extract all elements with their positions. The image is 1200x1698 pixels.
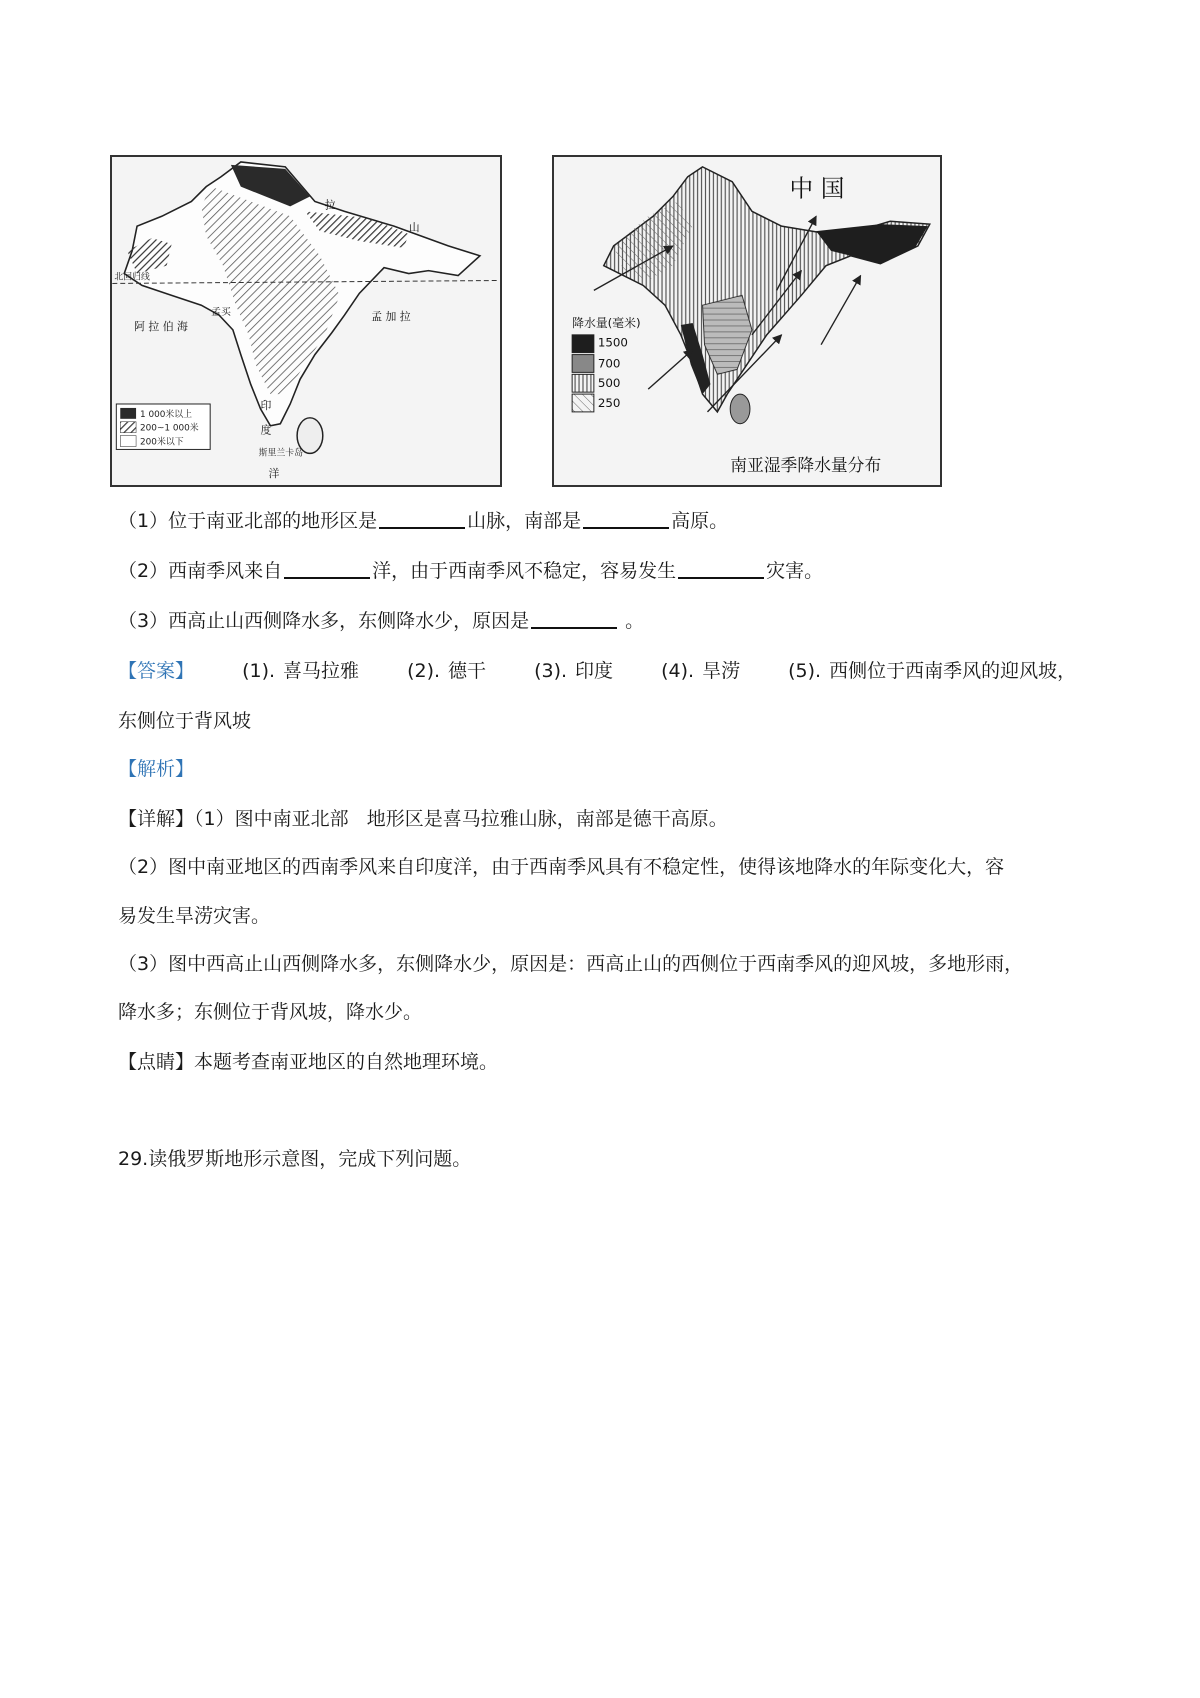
label-tropic: 北回归线 <box>114 272 150 283</box>
label-mengmai: 孟买 <box>211 307 231 319</box>
detail-2a: （2）图中南亚地区的西南季风来自印度洋，由于西南季风具有不稳定性，使得该地降水的年际变化大，容 <box>118 856 1005 878</box>
question-2: （2）西南季风来自 洋，由于西南季风不稳定，容易发生 灾害。 <box>118 560 824 582</box>
legend-item: 700 <box>597 356 621 371</box>
answer-tag: 【答案】 <box>118 660 195 682</box>
answer-blank <box>379 509 465 529</box>
next-question: 29.读俄罗斯地形示意图，完成下列问题。 <box>118 1148 472 1170</box>
answer-item: (2). 德干 <box>407 660 487 682</box>
answer-line <box>118 657 1076 685</box>
label-yin: 印 <box>260 398 272 412</box>
legend-item: 200米以下 <box>140 437 184 448</box>
answer-blank <box>531 609 617 629</box>
rainfall-map <box>554 157 940 485</box>
detail-3a: （3）图中西高止山西侧降水多，东侧降水少，原因是：西高止山的西侧位于西南季风的迎风坡，多地形雨， <box>118 953 1024 975</box>
wind-arrow <box>821 276 861 345</box>
question-3: （3）西高止山西侧降水多，东侧降水少，原因是 。 <box>118 610 645 632</box>
detail-2b: 易发生旱涝灾害。 <box>118 905 271 927</box>
legend-item: 200~1 000米 <box>140 423 199 434</box>
answer-item: (3). 印度 <box>534 660 614 682</box>
label-la: 拉 <box>324 198 336 212</box>
answer-continuation: 东侧位于背风坡 <box>118 710 252 732</box>
answer-blank <box>583 509 669 529</box>
legend-title: 降水量(毫米) <box>572 315 641 330</box>
answer-item: (1). 喜马拉雅 <box>242 660 360 682</box>
legend-item: 1500 <box>597 335 628 350</box>
label-arabian-sea: 阿 拉 伯 海 <box>134 319 188 333</box>
answer-item: (4). 旱涝 <box>661 660 741 682</box>
detail-1: 【详解】（1）图中南亚北部 地形区是喜马拉雅山脉，南部是德干高原。 <box>118 808 728 830</box>
sri-lanka-island <box>730 394 750 424</box>
terrain-map <box>112 157 500 485</box>
terrain-legend <box>116 404 210 449</box>
subcontinent-shape <box>604 167 930 412</box>
wind-arrow <box>648 350 692 390</box>
label-bay: 孟 加 拉 <box>371 310 411 324</box>
legend-item: 1 000米以上 <box>140 409 193 420</box>
terrain-map-figure <box>110 155 502 487</box>
rainfall-legend <box>572 316 640 412</box>
label-srilanka: 斯里兰卡岛 <box>258 448 303 459</box>
rainfall-map-figure <box>552 155 942 487</box>
detail-tag: 【详解】 <box>118 808 195 830</box>
label-du: 度 <box>260 423 272 437</box>
question-1: （1）位于南亚北部的地形区是 山脉，南部是 高原。 <box>118 510 729 532</box>
answer-blank <box>678 559 764 579</box>
analysis-tag: 【解析】 <box>118 758 195 780</box>
map-caption: 南亚湿季降水量分布 <box>730 455 882 476</box>
label-china: 中 国 <box>789 174 845 203</box>
legend-item: 250 <box>597 395 621 410</box>
point-line: 【点睛】本题考查南亚地区的自然地理环境。 <box>118 1051 499 1073</box>
detail-3b: 降水多；东侧位于背风坡，降水少。 <box>118 1001 423 1023</box>
answer-blank <box>284 559 370 579</box>
point-tag: 【点睛】 <box>118 1051 195 1073</box>
label-shan: 山 <box>408 221 420 235</box>
legend-item: 500 <box>597 376 621 391</box>
label-yang: 洋 <box>268 467 280 481</box>
answer-item: (5). 西侧位于西南季风的迎风坡， <box>788 660 1077 682</box>
